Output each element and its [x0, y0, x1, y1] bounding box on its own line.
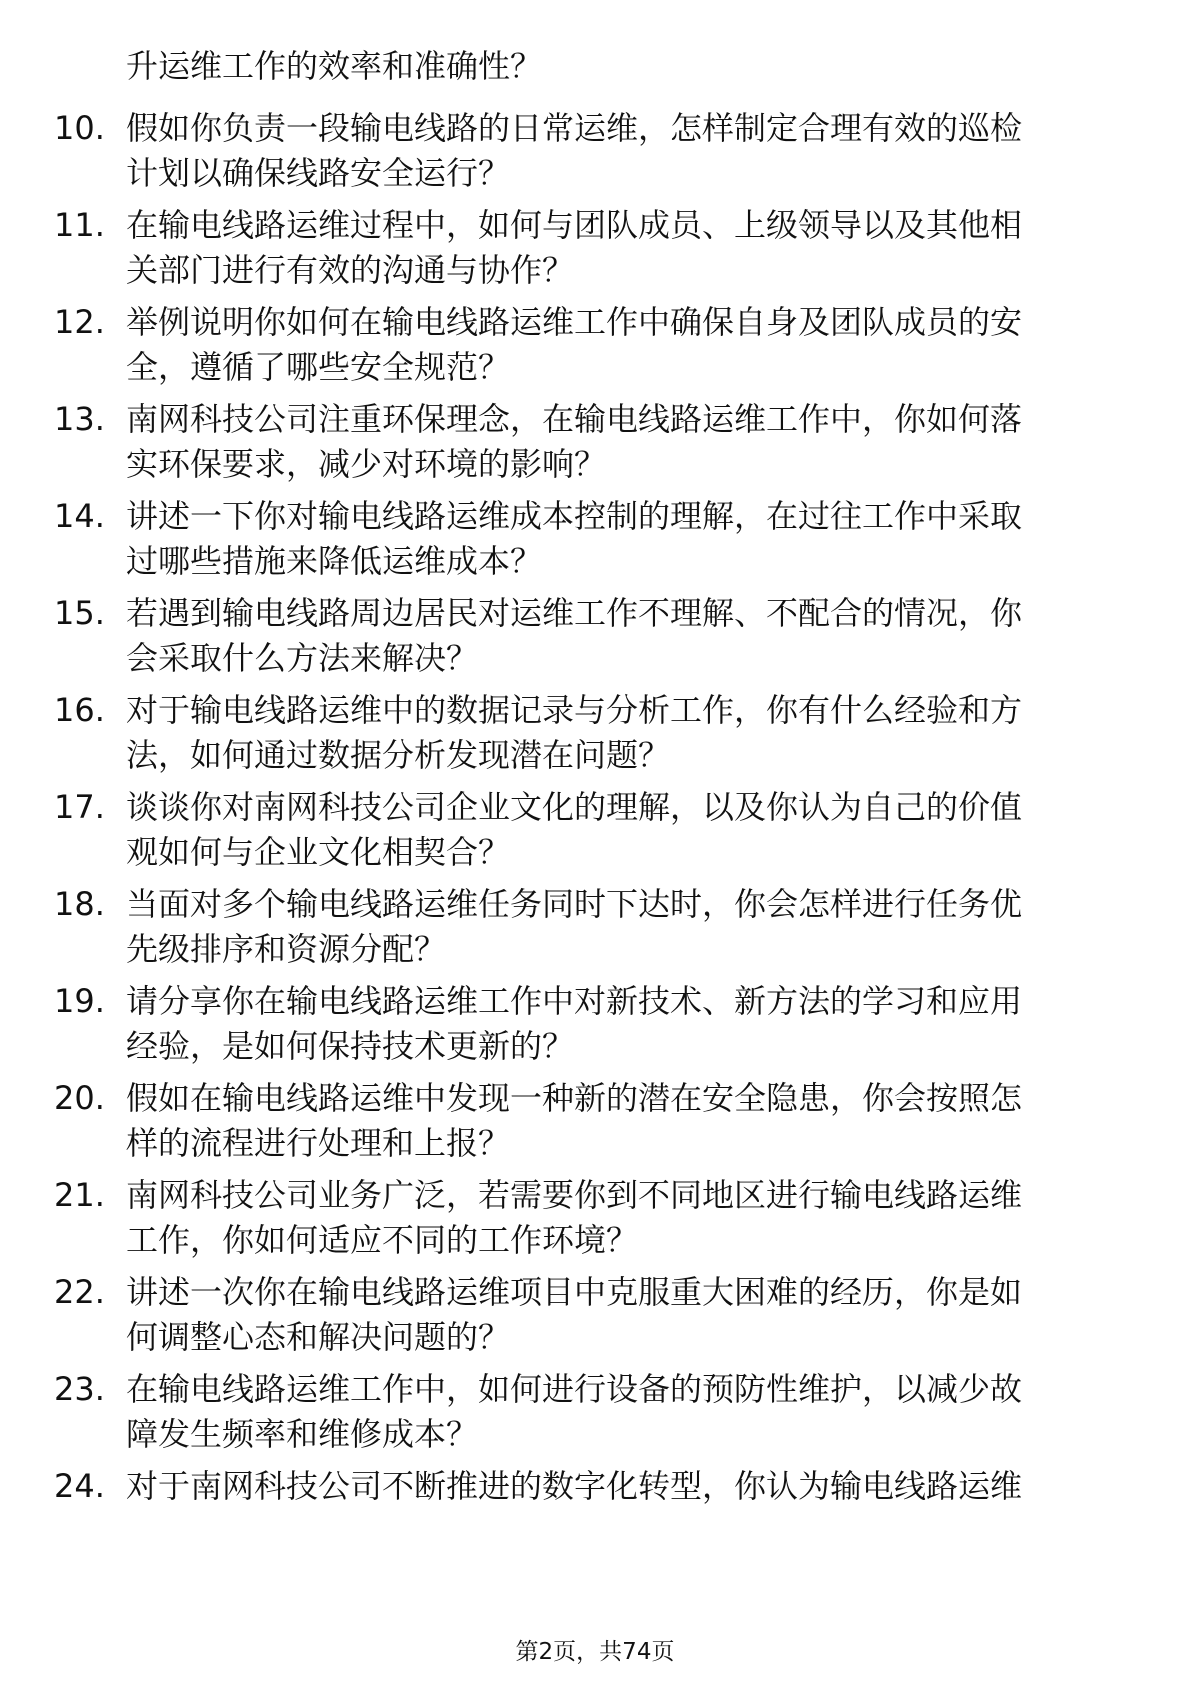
question-line: 障发生频率和维修成本？ — [126, 1415, 479, 1453]
question-number: 20. — [54, 1079, 105, 1117]
question-text — [126, 688, 1116, 778]
question-line: 在输电线路运维工作中，如何进行设备的预防性维护，以减少故 — [126, 1370, 1023, 1408]
list-item — [0, 494, 1190, 588]
question-number: 24. — [54, 1467, 105, 1505]
question-line: 谈谈你对南网科技公司企业文化的理解，以及你认为自己的价值 — [126, 788, 1023, 826]
question-text — [126, 1367, 1116, 1457]
question-text — [126, 1270, 1116, 1360]
question-text — [126, 397, 1116, 487]
question-number: 11. — [54, 206, 105, 244]
question-line: 南网科技公司注重环保理念，在输电线路运维工作中，你如何落 — [126, 400, 1023, 438]
question-text — [126, 591, 1116, 681]
list-item — [0, 1464, 1190, 1558]
question-number: 15. — [54, 594, 105, 632]
question-text — [126, 494, 1116, 584]
question-line: 法，如何通过数据分析发现潜在问题？ — [126, 736, 671, 774]
question-number: 19. — [54, 982, 105, 1020]
question-text — [126, 979, 1116, 1069]
list-item — [0, 203, 1190, 297]
list-item — [0, 591, 1190, 685]
question-line: 假如你负责一段输电线路的日常运维，怎样制定合理有效的巡检 — [126, 109, 1023, 147]
question-text — [126, 882, 1116, 972]
question-number: 12. — [54, 303, 105, 341]
question-text — [126, 1464, 1116, 1509]
question-number: 17. — [54, 788, 105, 826]
question-line: 过哪些措施来降低运维成本？ — [126, 542, 543, 580]
question-number: 23. — [54, 1370, 105, 1408]
question-text — [126, 1076, 1116, 1166]
page-footer: 第2页，共74页 — [515, 1639, 675, 1665]
list-item — [0, 106, 1190, 200]
question-line: 讲述一下你对输电线路运维成本控制的理解，在过往工作中采取 — [126, 497, 1023, 535]
continuation-text: 升运维工作的效率和准确性？ — [126, 47, 543, 85]
question-number: 13. — [54, 400, 105, 438]
question-line: 对于南网科技公司不断推进的数字化转型，你认为输电线路运维 — [126, 1467, 1023, 1505]
question-line: 举例说明你如何在输电线路运维工作中确保自身及团队成员的安 — [126, 303, 1023, 341]
list-item — [0, 1173, 1190, 1267]
question-line: 先级排序和资源分配？ — [126, 930, 447, 968]
list-item — [0, 1367, 1190, 1461]
question-line: 计划以确保线路安全运行？ — [126, 154, 511, 192]
question-line: 样的流程进行处理和上报？ — [126, 1124, 511, 1162]
question-line: 讲述一次你在输电线路运维项目中克服重大困难的经历，你是如 — [126, 1273, 1023, 1311]
question-number: 22. — [54, 1273, 105, 1311]
list-item — [0, 979, 1190, 1073]
question-number: 14. — [54, 497, 105, 535]
question-line: 当面对多个输电线路运维任务同时下达时，你会怎样进行任务优 — [126, 885, 1023, 923]
list-item — [0, 882, 1190, 976]
list-item — [0, 688, 1190, 782]
list-item — [0, 397, 1190, 491]
list-item — [0, 1076, 1190, 1170]
question-number: 21. — [54, 1176, 105, 1214]
question-line: 对于输电线路运维中的数据记录与分析工作，你有什么经验和方 — [126, 691, 1023, 729]
question-line: 假如在输电线路运维中发现一种新的潜在安全隐患，你会按照怎 — [126, 1079, 1023, 1117]
question-line: 经验，是如何保持技术更新的？ — [126, 1027, 575, 1065]
question-text — [126, 300, 1116, 390]
question-line: 何调整心态和解决问题的？ — [126, 1318, 511, 1356]
list-item — [0, 300, 1190, 394]
question-line: 观如何与企业文化相契合？ — [126, 833, 511, 871]
question-list — [0, 106, 1190, 1561]
question-text — [126, 203, 1116, 293]
question-number: 16. — [54, 691, 105, 729]
question-number: 18. — [54, 885, 105, 923]
list-item — [0, 785, 1190, 879]
question-text — [126, 785, 1116, 875]
list-item — [0, 1270, 1190, 1364]
question-line: 工作，你如何适应不同的工作环境？ — [126, 1221, 639, 1259]
question-line: 会采取什么方法来解决？ — [126, 639, 479, 677]
question-line: 在输电线路运维过程中，如何与团队成员、上级领导以及其他相 — [126, 206, 1023, 244]
question-line: 南网科技公司业务广泛，若需要你到不同地区进行输电线路运维 — [126, 1176, 1023, 1214]
question-line: 实环保要求，减少对环境的影响？ — [126, 445, 607, 483]
question-text — [126, 106, 1116, 196]
question-line: 全，遵循了哪些安全规范？ — [126, 348, 511, 386]
question-number: 10. — [54, 109, 105, 147]
question-line: 请分享你在输电线路运维工作中对新技术、新方法的学习和应用 — [126, 982, 1023, 1020]
question-line: 关部门进行有效的沟通与协作？ — [126, 251, 575, 289]
question-text — [126, 1173, 1116, 1263]
question-line: 若遇到输电线路周边居民对运维工作不理解、不配合的情况，你 — [126, 594, 1023, 632]
